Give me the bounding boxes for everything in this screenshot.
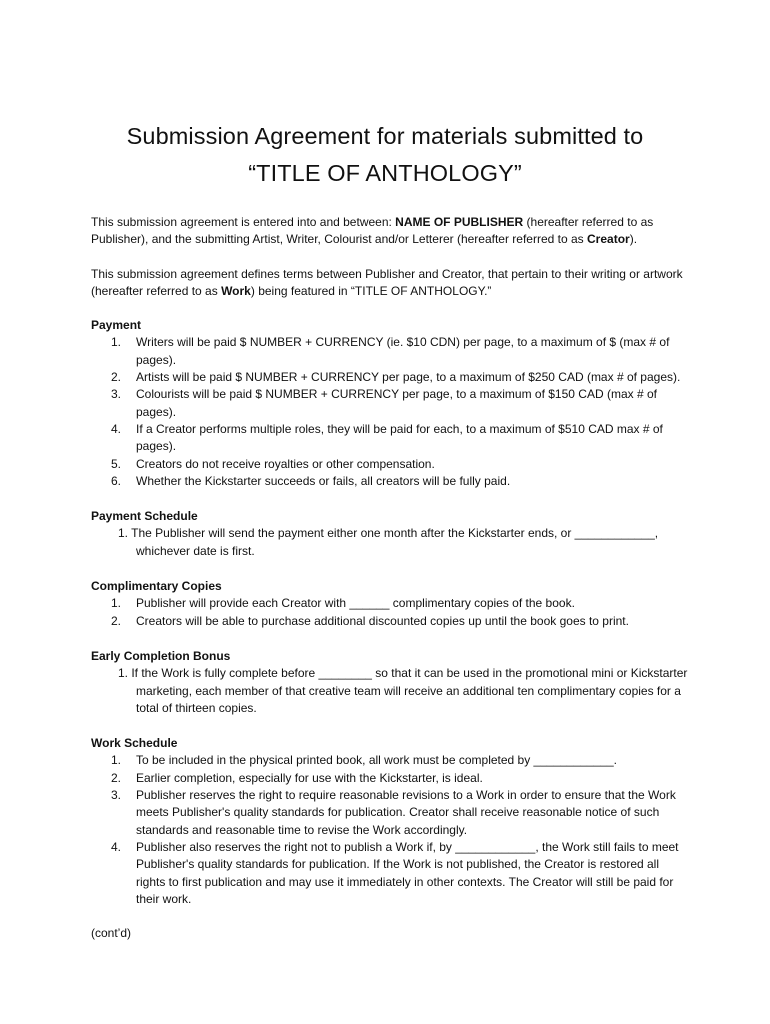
list-number: 4.: [111, 421, 122, 436]
list-number: 6.: [111, 473, 122, 488]
list-text: Writers will be paid $ NUMBER + CURRENCY (ie. $10 CDN) per page, to a maximum of $ (max # of pages).: [136, 335, 670, 367]
list-number: 3.: [111, 788, 122, 803]
list-item: [91, 456, 691, 473]
list-item: [91, 752, 691, 769]
intro-text: ) being featured in “TITLE OF ANTHOLOGY.”: [250, 283, 492, 298]
list-text: If a Creator performs multiple roles, they will be paid for each, to a maximum of $510 CAD max # of pages).: [136, 421, 663, 454]
list-number: 2.: [111, 613, 122, 628]
intro-text: (hereafter referred to as Publisher), and the submitting Artist, Writer, Colourist and/or Letterer (hereafter referred to as: [91, 215, 654, 247]
creator-term: Creator: [587, 232, 630, 247]
early-bonus-list: [91, 665, 691, 717]
intro-text: This submission agreement is entered into and between:: [91, 215, 396, 229]
complimentary-heading: Complimentary Copies: [91, 579, 222, 594]
title-line-2: “TITLE OF ANTHOLOGY”: [248, 160, 522, 186]
list-item: [91, 473, 691, 490]
list-number: 5.: [111, 456, 122, 471]
list-text: 1. If the Work is fully complete before ________ so that it can be used in the promotional mini or Kickstarter marketing, each member of that creative team will receive an additional ten complimentary copies for a total of thirteen copies.: [118, 666, 688, 715]
list-text: Earlier completion, especially for use with the Kickstarter, is ideal.: [136, 770, 483, 785]
document-title: [0, 118, 770, 192]
list-number: 1.: [111, 753, 122, 768]
list-item: [91, 787, 691, 839]
work-schedule-list: [91, 752, 691, 908]
list-text: Publisher also reserves the right not to publish a Work if, by ____________, the Work still fails to meet Publisher's quality standards for publication. If the Work is not published, the Creator is restored all rights to first publication and may use it immediately in other contexts. The Creator will still be paid for their work.: [136, 839, 679, 906]
list-item: [91, 595, 691, 612]
list-number: 3.: [111, 387, 122, 402]
payment-schedule-heading: Payment Schedule: [91, 509, 198, 524]
list-item: [91, 369, 691, 386]
list-item: [91, 665, 691, 717]
publisher-name: NAME OF PUBLISHER: [395, 215, 524, 229]
intro-text: ).: [629, 232, 638, 247]
list-item: [91, 613, 691, 630]
list-text: Whether the Kickstarter succeeds or fails, all creators will be fully paid.: [136, 473, 511, 488]
list-number: 2.: [111, 770, 122, 785]
work-term: Work: [221, 283, 251, 298]
intro-paragraph-2: [91, 266, 691, 301]
payment-schedule-list: [91, 525, 691, 560]
intro-text: This submission agreement defines terms between Publisher and Creator, that pertain to their writing or artwork (hereafter referred to as: [91, 266, 683, 298]
list-item: [91, 525, 691, 560]
list-number: 1.: [111, 596, 122, 611]
list-item: [91, 839, 691, 908]
list-text: Creators will be able to purchase additional discounted copies up until the book goes to print.: [136, 613, 629, 628]
list-text: Creators do not receive royalties or other compensation.: [136, 456, 435, 471]
document-body: [91, 214, 691, 942]
list-item: [91, 421, 691, 456]
payment-heading: Payment: [91, 318, 142, 333]
early-bonus-heading: Early Completion Bonus: [91, 648, 231, 663]
continued-note: (cont’d): [91, 926, 132, 941]
list-number: 2.: [111, 370, 122, 385]
list-text: Publisher reserves the right to require reasonable revisions to a Work in order to ensure that the Work meets Publisher's quality standards for publication. Creator shall receive reasonable notice of such standards and reasonable time to revise the Work accordingly.: [136, 788, 676, 837]
list-number: 1.: [111, 335, 122, 350]
list-number: 4.: [111, 839, 122, 854]
payment-list: [91, 334, 691, 490]
list-text: Artists will be paid $ NUMBER + CURRENCY per page, to a maximum of $250 CAD (max # of pages).: [136, 370, 681, 385]
complimentary-list: [91, 595, 691, 630]
list-text: To be included in the physical printed book, all work must be completed by ____________.: [136, 753, 617, 768]
title-line-1: Submission Agreement for materials submitted to: [126, 123, 644, 149]
work-schedule-heading: Work Schedule: [91, 736, 178, 751]
intro-paragraph-1: [91, 214, 691, 249]
list-text: Publisher will provide each Creator with ______ complimentary copies of the book.: [136, 596, 575, 611]
list-text: 1. The Publisher will send the payment either one month after the Kickstarter ends, or ____________, whichever date is first.: [118, 526, 659, 558]
list-text: Colourists will be paid $ NUMBER + CURRENCY per page, to a maximum of $150 CAD (max # of pages).: [136, 387, 657, 419]
list-item: [91, 386, 691, 421]
list-item: [91, 770, 691, 787]
list-item: [91, 334, 691, 369]
